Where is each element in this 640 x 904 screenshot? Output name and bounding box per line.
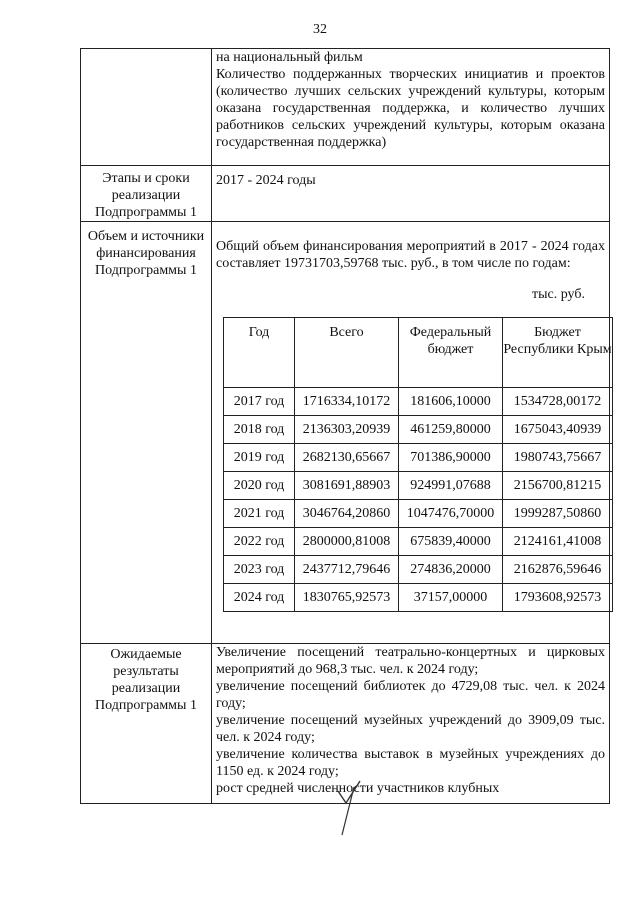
table-cell: 924991,07688 (399, 472, 503, 500)
table-cell: 675839,40000 (399, 528, 503, 556)
content-cell-results (212, 644, 610, 804)
table-cell: 2156700,81215 (503, 472, 613, 500)
table-cell: 2019 год (224, 444, 295, 472)
funding-table-header (224, 318, 613, 388)
table-cell: 2017 год (224, 388, 295, 416)
table-cell: 701386,90000 (399, 444, 503, 472)
row-stages (81, 166, 610, 222)
col-header-total: Всего (295, 318, 399, 388)
table-cell: 1980743,75667 (503, 444, 613, 472)
label-cell-empty (81, 49, 212, 166)
table-cell: 2437712,79646 (295, 556, 399, 584)
table-row (224, 416, 613, 444)
text-line: на национальный фильм (216, 50, 363, 65)
table-row (224, 500, 613, 528)
passport-table (80, 48, 610, 804)
page-number: 32 (313, 22, 327, 37)
result-line: увеличение посещений библиотек до 4729,08 тыс. чел. к 2024 году; (216, 679, 605, 711)
content-cell-stages (212, 166, 610, 222)
result-line: рост средней численности участников клубных (216, 781, 500, 796)
table-cell: 2162876,59646 (503, 556, 613, 584)
result-line: Увеличение посещений театрально-концертных и цирковых мероприятий до 968,3 тыс. чел. к 2024 году; (216, 645, 605, 677)
table-row (224, 584, 613, 612)
table-row (224, 528, 613, 556)
table-cell: 1830765,92573 (295, 584, 399, 612)
funding-label: Объем и источники финансирования Подпрограммы 1 (87, 229, 205, 278)
result-line: увеличение посещений музейных учреждений до 3909,09 тыс. чел. к 2024 году; (216, 713, 605, 745)
col-header-year: Год (224, 318, 295, 388)
table-row (224, 388, 613, 416)
table-cell: 2024 год (224, 584, 295, 612)
table-cell: 2023 год (224, 556, 295, 584)
table-cell: 2682130,65667 (295, 444, 399, 472)
table-cell: 1716334,10172 (295, 388, 399, 416)
content-cell-funding (212, 222, 610, 644)
table-cell: 2136303,20939 (295, 416, 399, 444)
table-row (224, 556, 613, 584)
funding-table (223, 317, 613, 612)
col-header-federal: Федеральный бюджет (399, 318, 503, 388)
row-initiatives (81, 49, 610, 166)
table-cell: 1793608,92573 (503, 584, 613, 612)
funding-intro: Общий объем финансирования мероприятий в 2017 - 2024 годах составляет 19731703,59768 тыс. руб., в том числе по годам: (216, 239, 605, 271)
table-cell: 1534728,00172 (503, 388, 613, 416)
table-cell: 2124161,41008 (503, 528, 613, 556)
table-cell: 181606,10000 (399, 388, 503, 416)
table-cell: 2018 год (224, 416, 295, 444)
units-label: тыс. руб. (532, 287, 585, 302)
handwritten-check-mark (332, 777, 402, 837)
table-cell: 461259,80000 (399, 416, 503, 444)
table-cell: 2022 год (224, 528, 295, 556)
stages-value: 2017 - 2024 годы (216, 173, 316, 188)
label-cell-stages (81, 166, 212, 222)
table-cell: 3046764,20860 (295, 500, 399, 528)
table-cell: 2800000,81008 (295, 528, 399, 556)
text-line: Количество поддержанных творческих инициатив и проектов (количество лучших сельских учреждений культуры, которым оказана государственная поддержка, и количество лучших работников сельских учреждений культуры, которым оказана государственная поддержка) (216, 67, 605, 150)
stages-label: Этапы и сроки реализации Подпрограммы 1 (95, 171, 197, 220)
table-cell: 274836,20000 (399, 556, 503, 584)
result-line: увеличение количества выставок в музейных учреждениях до 1150 ед. к 2024 году; (216, 747, 605, 779)
table-cell: 2021 год (224, 500, 295, 528)
funding-table-body (224, 388, 613, 612)
table-cell: 1999287,50860 (503, 500, 613, 528)
content-cell-initiatives (212, 49, 610, 166)
table-cell: 1047476,70000 (399, 500, 503, 528)
table-cell: 2020 год (224, 472, 295, 500)
table-cell: 3081691,88903 (295, 472, 399, 500)
row-funding (81, 222, 610, 644)
col-header-regional: Бюджет Республики Крым (503, 318, 613, 388)
table-cell: 1675043,40939 (503, 416, 613, 444)
results-label: Ожидаемые результаты реализации Подпрограммы 1 (95, 647, 197, 713)
table-cell: 37157,00000 (399, 584, 503, 612)
label-cell-funding (81, 222, 212, 644)
label-cell-results (81, 644, 212, 804)
table-row (224, 472, 613, 500)
table-row (224, 444, 613, 472)
